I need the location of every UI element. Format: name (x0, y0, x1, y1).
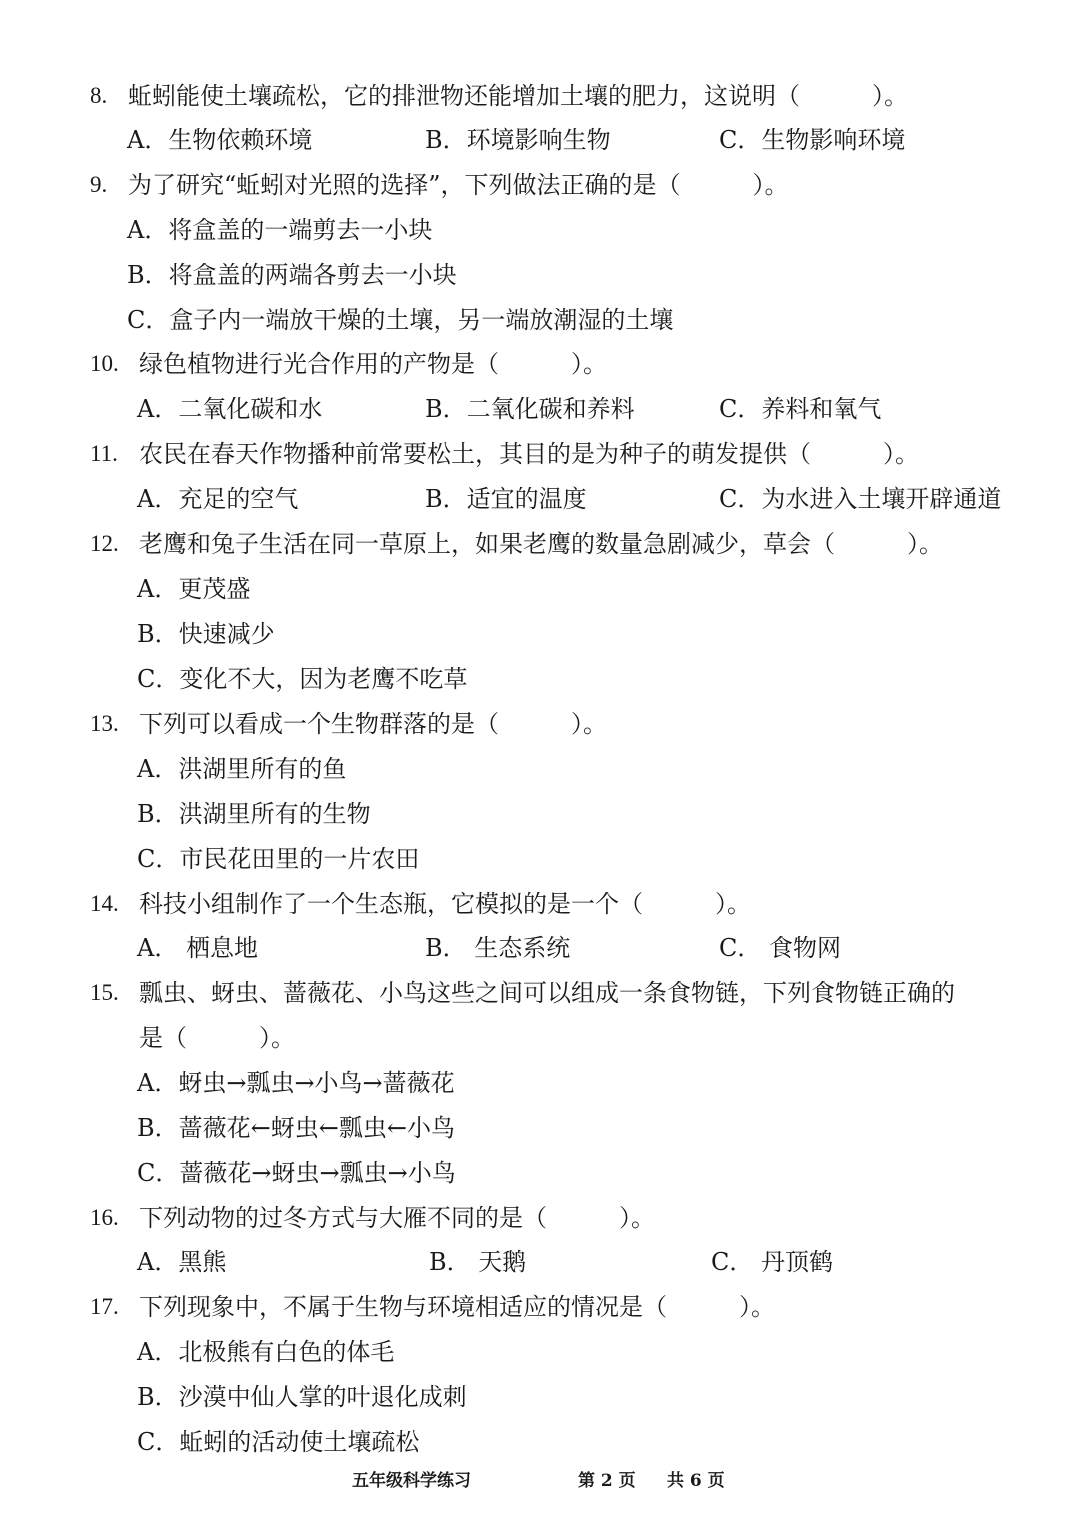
option-b: B． 生态系统 (425, 934, 571, 962)
option-a: A．二氧化碳和水 (137, 395, 323, 423)
option-b-text: B．快速减少 (137, 620, 275, 648)
question-text: 下列动物的过冬方式与大雁不同的是（ ）。 (139, 1204, 655, 1232)
option-c-text: C．蚯蚓的活动使土壤疏松 (137, 1428, 420, 1456)
option-a: A．黑熊 (137, 1248, 227, 1276)
question-text: 蚯蚓能使土壤疏松，它的排泄物还能增加土壤的肥力，这说明（ ）。 (128, 82, 908, 110)
question-text: 下列可以看成一个生物群落的是（ ）。 (139, 710, 607, 738)
option-a-text: A．北极熊有白色的体毛 (137, 1338, 395, 1366)
question-text: 为了研究“蚯蚓对光照的选择”，下列做法正确的是（ ）。 (128, 171, 789, 199)
option-c: C．养料和氧气 (719, 395, 882, 423)
option-c-text: C．市民花田里的一片农田 (137, 845, 420, 873)
option-c: C．为水进入土壤开辟通道 (719, 485, 1002, 513)
question-number: 13. (90, 711, 119, 736)
option-b-text: B．沙漠中仙人掌的叶退化成刺 (137, 1383, 467, 1411)
option-a-text: A．更茂盛 (137, 575, 251, 603)
option-b: B． 天鹅 (429, 1248, 527, 1276)
question-text: 瓢虫、蚜虫、蔷薇花、小鸟这些之间可以组成一条食物链，下列食物链正确的 (139, 979, 955, 1007)
question-text: 下列现象中，不属于生物与环境相适应的情况是（ ）。 (139, 1293, 775, 1321)
question-text: 老鹰和兔子生活在同一草原上，如果老鹰的数量急剧减少，草会（ ）。 (139, 530, 943, 558)
footer-total-pages: 共 6 页 (667, 1471, 725, 1491)
option-a-text: A．洪湖里所有的鱼 (137, 755, 347, 783)
option-c-text: C．盒子内一端放干燥的土壤，另一端放潮湿的土壤 (127, 306, 674, 334)
footer-subject: 五年级科学练习 (352, 1471, 471, 1491)
question-number: 11. (90, 441, 118, 466)
question-text: 科技小组制作了一个生态瓶，它模拟的是一个（ ）。 (139, 890, 751, 918)
question-text: 农民在春天作物播种前常要松土，其目的是为种子的萌发提供（ ）。 (139, 440, 919, 468)
option-a: A．充足的空气 (137, 485, 299, 513)
option-c-text: C．变化不大，因为老鹰不吃草 (137, 665, 468, 693)
option-a: A． 栖息地 (137, 934, 258, 962)
option-a-text: A．蚜虫→瓢虫→小鸟→蔷薇花 (137, 1069, 455, 1097)
option-b-text: B．洪湖里所有的生物 (137, 800, 371, 828)
option-c: C． 食物网 (719, 934, 841, 962)
option-b-text: B．蔷薇花←蚜虫←瓢虫←小鸟 (137, 1114, 455, 1142)
footer-page-number: 第 2 页 (578, 1471, 636, 1491)
option-c: C． 丹顶鹤 (711, 1248, 833, 1276)
question-text-line-2: 是（ ）。 (139, 1024, 295, 1052)
question-number: 15. (90, 980, 119, 1005)
option-a: A．生物依赖环境 (127, 126, 313, 154)
option-b: B．适宜的温度 (425, 485, 587, 513)
option-c: C．生物影响环境 (719, 126, 906, 154)
option-b: B．环境影响生物 (425, 126, 611, 154)
question-number: 12. (90, 531, 119, 556)
question-number: 9. (90, 172, 108, 197)
option-c-text: C．蔷薇花→蚜虫→瓢虫→小鸟 (137, 1159, 456, 1187)
question-text: 绿色植物进行光合作用的产物是（ ）。 (139, 350, 607, 378)
option-b: B．二氧化碳和养料 (425, 395, 635, 423)
question-number: 14. (90, 891, 119, 916)
question-number: 16. (90, 1205, 119, 1230)
question-number: 17. (90, 1294, 119, 1319)
question-number: 8. (90, 83, 108, 108)
option-a-text: A．将盒盖的一端剪去一小块 (127, 216, 433, 244)
option-b-text: B．将盒盖的两端各剪去一小块 (127, 261, 457, 289)
question-number: 10. (90, 351, 119, 376)
